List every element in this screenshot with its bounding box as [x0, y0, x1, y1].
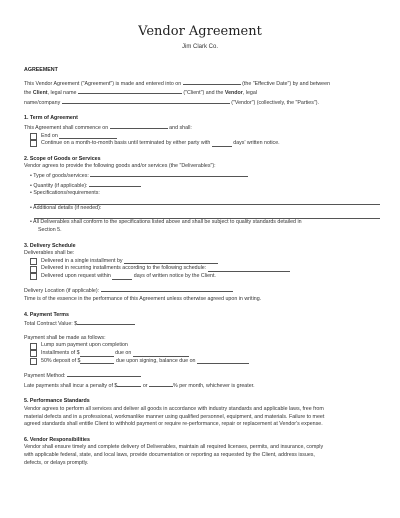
section-2-heading: 2. Scope of Goods or Services	[24, 155, 101, 162]
upon-request-checkbox[interactable]	[30, 273, 37, 280]
installment-amount-blank[interactable]	[80, 351, 114, 357]
section-5-heading: 5. Performance Standards	[24, 398, 90, 405]
client-name-blank[interactable]	[78, 88, 182, 94]
document-body: AGREEMENT This Vendor Agreement ("Agreement") is made and entered into on (the "Effective Date") by and between the Client, legal name ("Client") and the Vendor, legal name/company ("Vendor") (collectively, the "Parties"). 1. Term of Agreement This Agreement shall commence on and shall: End on Continue on a month-to-month basis until terminated by either party with days' written notice. 2. Scope of Goods or Services Vendor agrees to provide the following goods and/or services (the "Deliverables"): • Type of goods/services: • Quantity (if applicable): • Specifications/requirements: • Additional details (if needed): • All Deliverables shall conform to the specifications listed above and shall be subject to quality standards detailed in Section 5. 3. Delivery Schedule Deliverables shall be: Delivered in a single installment by Delivered in recurring installments according to the following schedule: Delivered upon request within days of written notice by the Client. Delivery Location (if applicable): Time is of the essence in the performance of this Agreement unless otherwise agreed upon in writing. 4. Payment Terms Total Contract Value: $ Payment shall be made as follows: Lump sum payment upon completion Installments of $ due on 50% deposit of $ due upon signing, balance due on Payment Method: Late payments shall incur a penalty of $ or % per month, whichever is greater. 5. Performance Standards Vendor agrees to perform all services and deliver all goods in accordance with industry standards and applicable laws, free from material defects and in a professional, workmanlike manner using qualified personnel, equipment, and materials. Failure to meet agreed standards shall entitle Client to withhold payment or require re-performance, repair or replacement at Vendor's expense. 6. Vendor Responsibilities Vendor shall ensure timely and complete delivery of Deliverables, maintain all required licenses, permits, and insurance, comply with applicable federal, state, and local laws, provide documentation or reporting as requested by the Client, address issues, defects, or delays promptly.	[24, 67, 380, 467]
installment-due-blank[interactable]	[133, 351, 189, 357]
balance-due-blank[interactable]	[197, 358, 249, 364]
recurring-schedule-blank[interactable]	[208, 266, 290, 272]
quantity-blank[interactable]	[89, 181, 141, 187]
agreement-line-1: This Vendor Agreement ("Agreement") is made and entered into on (the "Effective Date") by and between	[24, 80, 331, 87]
single-installment-date-blank[interactable]	[124, 258, 218, 264]
agreement-heading: AGREEMENT	[24, 67, 58, 73]
term-option-continue: Continue on a month-to-month basis until terminated by either party with days' written notice.	[24, 140, 380, 148]
delivery-location-blank[interactable]	[101, 286, 233, 292]
section-3-heading: 3. Delivery Schedule	[24, 242, 76, 249]
installments-checkbox[interactable]	[30, 350, 37, 357]
section-6-heading: 6. Vendor Responsibilities	[24, 436, 90, 443]
payment-method-blank[interactable]	[67, 371, 141, 377]
late-fee-amount-blank[interactable]	[117, 381, 141, 387]
total-value-blank[interactable]	[77, 319, 135, 325]
section-4-heading: 4. Payment Terms	[24, 311, 69, 318]
document-title: Vendor Agreement	[138, 24, 262, 39]
deposit-checkbox[interactable]	[30, 358, 37, 365]
lump-sum-checkbox[interactable]	[30, 343, 37, 350]
company-name: Jim Clark Co.	[181, 44, 218, 50]
late-fee-percent-blank[interactable]	[149, 381, 173, 387]
notice-days-blank[interactable]	[212, 141, 232, 147]
agreement-line-3: name/company ("Vendor") (collectively, the "Parties").	[24, 99, 319, 106]
effective-date-blank[interactable]	[183, 79, 241, 85]
specifications-blank[interactable]	[34, 198, 380, 205]
commence-date-blank[interactable]	[110, 123, 168, 129]
vendor-name-blank[interactable]	[62, 98, 230, 104]
end-on-checkbox[interactable]	[30, 133, 37, 140]
deposit-amount-blank[interactable]	[80, 358, 114, 364]
month-to-month-checkbox[interactable]	[30, 140, 37, 147]
request-days-blank[interactable]	[112, 274, 132, 280]
goods-type-blank[interactable]	[90, 171, 248, 177]
additional-details-blank[interactable]	[34, 212, 380, 219]
term-option-end: End on	[24, 133, 380, 141]
recurring-installments-checkbox[interactable]	[30, 266, 37, 273]
section-1-heading: 1. Term of Agreement	[24, 115, 78, 122]
end-date-blank[interactable]	[59, 133, 117, 139]
agreement-line-2: the Client, legal name ("Client") and the Vendor, legal	[24, 90, 257, 97]
single-installment-checkbox[interactable]	[30, 258, 37, 265]
